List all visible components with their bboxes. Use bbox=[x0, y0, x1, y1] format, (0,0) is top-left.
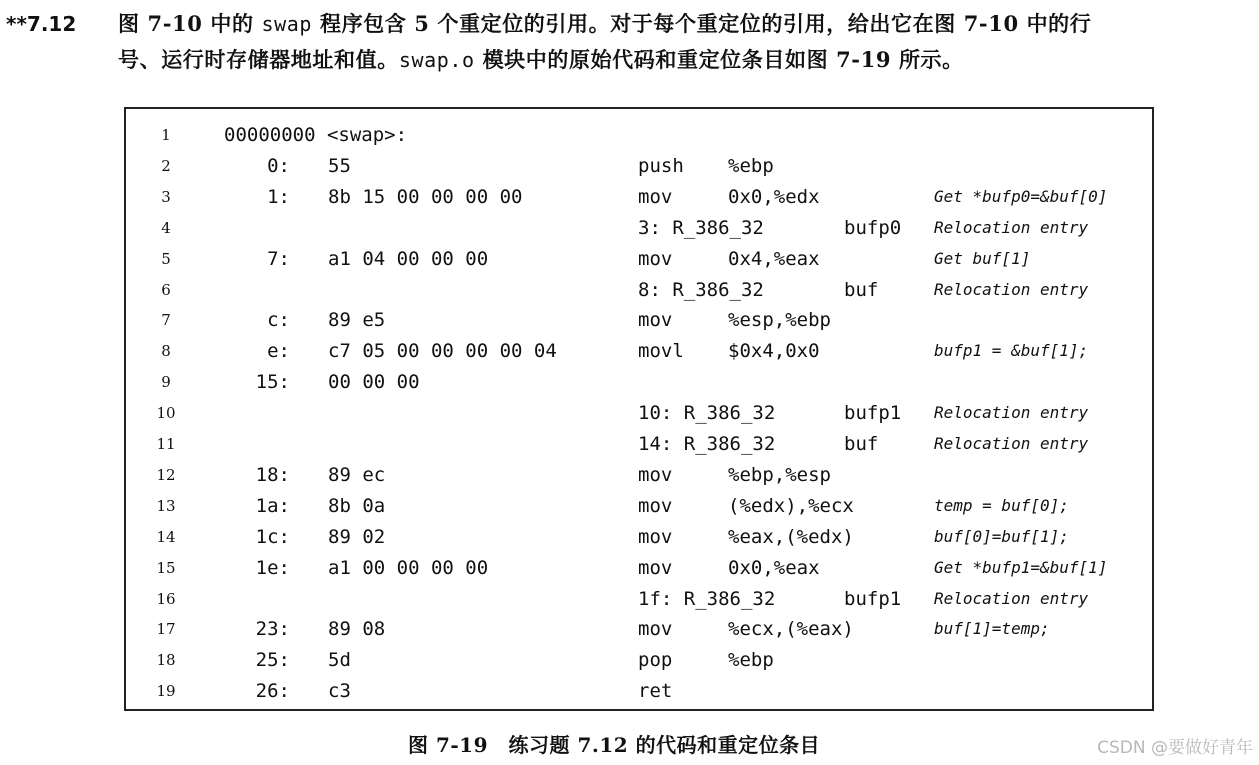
machine-bytes: a1 00 00 00 00 bbox=[328, 556, 489, 579]
opcode: mov bbox=[638, 463, 673, 486]
code-line bbox=[126, 491, 1152, 521]
operands: %ebp,%esp bbox=[728, 463, 831, 486]
address: 1: bbox=[267, 185, 290, 208]
comment: Get buf[1] bbox=[934, 248, 1031, 268]
problem-text-line-2 bbox=[118, 42, 964, 78]
relocation-symbol: bufp1 bbox=[844, 402, 902, 425]
code-line bbox=[126, 336, 1152, 366]
operands: %ebp bbox=[728, 649, 774, 672]
machine-bytes: 8b 0a bbox=[328, 494, 386, 517]
line-number: 14 bbox=[156, 527, 176, 546]
machine-bytes: 55 bbox=[328, 154, 351, 177]
problem-text: 程序包含 5 个重定位的引用。对于每个重定位的引用，给出它在图 7-10 中的行 bbox=[312, 11, 1092, 36]
address: 18: bbox=[255, 463, 290, 486]
relocation-entry: 8: R_386_32 bbox=[638, 278, 764, 301]
line-number: 4 bbox=[161, 218, 171, 237]
code-line bbox=[126, 275, 1152, 305]
line-number: 5 bbox=[161, 249, 171, 268]
figure-caption: 图 7-19 练习题 7.12 的代码和重定位条目 bbox=[408, 733, 821, 757]
opcode: mov bbox=[638, 185, 673, 208]
line-number: 10 bbox=[156, 404, 176, 423]
code-line bbox=[126, 367, 1152, 397]
opcode: push bbox=[638, 154, 684, 177]
line-number: 16 bbox=[156, 589, 176, 608]
machine-bytes: a1 04 00 00 00 bbox=[328, 247, 489, 270]
line-number: 13 bbox=[156, 496, 176, 515]
code-line bbox=[126, 305, 1152, 335]
code-line bbox=[126, 584, 1152, 614]
address: 7: bbox=[267, 247, 290, 270]
operands: %ebp bbox=[728, 154, 774, 177]
code-line bbox=[126, 213, 1152, 243]
line-number: 9 bbox=[161, 373, 171, 392]
operands: 0x0,%edx bbox=[728, 185, 820, 208]
comment: Relocation entry bbox=[934, 403, 1089, 423]
relocation-symbol: bufp0 bbox=[844, 216, 902, 239]
line-number: 12 bbox=[156, 465, 176, 484]
address: 23: bbox=[255, 618, 290, 641]
comment: Get *bufp1=&buf[1] bbox=[934, 557, 1108, 577]
opcode: mov bbox=[638, 309, 673, 332]
comment: Relocation entry bbox=[934, 217, 1089, 237]
address: 26: bbox=[255, 680, 290, 703]
machine-bytes: 89 e5 bbox=[328, 309, 386, 332]
line-number: 7 bbox=[161, 311, 171, 330]
code-line bbox=[126, 460, 1152, 490]
machine-bytes: 5d bbox=[328, 649, 351, 672]
problem-text-line-1 bbox=[118, 6, 1091, 42]
relocation-symbol: buf bbox=[844, 433, 879, 455]
comment: Get *bufp0=&buf[0] bbox=[934, 186, 1108, 206]
code-line bbox=[126, 553, 1152, 583]
code-line bbox=[126, 151, 1152, 181]
line-number: 2 bbox=[161, 156, 171, 175]
opcode: pop bbox=[638, 649, 673, 672]
opcode: mov bbox=[638, 494, 673, 517]
operands: %ecx,(%eax) bbox=[728, 618, 854, 641]
opcode: ret bbox=[638, 680, 673, 703]
comment: temp = buf[0]; bbox=[934, 495, 1069, 515]
problem-text: 图 7-10 中的 bbox=[118, 11, 262, 36]
operands: 0x0,%eax bbox=[728, 556, 820, 579]
line-number: 6 bbox=[161, 280, 171, 299]
relocation-entry: 3: R_386_32 bbox=[638, 216, 764, 239]
relocation-symbol: buf bbox=[844, 278, 879, 301]
line-number: 17 bbox=[156, 620, 176, 639]
opcode: mov bbox=[638, 247, 673, 270]
code-line bbox=[126, 182, 1152, 212]
code-line bbox=[126, 120, 1152, 150]
relocation-entry: 1f: R_386_32 bbox=[638, 587, 776, 610]
address: 1e: bbox=[255, 556, 290, 579]
relocation-symbol: bufp1 bbox=[844, 587, 902, 610]
relocation-entry: 14: R_386_32 bbox=[638, 433, 776, 455]
opcode: movl bbox=[638, 340, 684, 363]
address: 1a: bbox=[255, 494, 290, 517]
opcode: mov bbox=[638, 618, 673, 641]
inline-code: swap.o bbox=[398, 48, 475, 72]
address: 1c: bbox=[255, 525, 290, 548]
line-number: 11 bbox=[156, 435, 176, 453]
problem-text: 号、运行时存储器地址和值。 bbox=[118, 47, 399, 72]
line-number: 19 bbox=[156, 682, 176, 701]
code-listing-box bbox=[124, 107, 1154, 711]
comment: Relocation entry bbox=[934, 434, 1089, 453]
machine-bytes: 00 00 00 bbox=[328, 371, 420, 394]
machine-bytes: 8b 15 00 00 00 00 bbox=[328, 185, 523, 208]
line-number: 18 bbox=[156, 651, 176, 670]
code-line bbox=[126, 676, 1152, 706]
address: e: bbox=[267, 340, 290, 363]
operands: %eax,(%edx) bbox=[728, 525, 854, 548]
code-line bbox=[126, 244, 1152, 274]
inline-code: swap bbox=[261, 12, 313, 36]
problem-text: 模块中的原始代码和重定位条目如图 7-19 所示。 bbox=[474, 47, 964, 72]
operands: %esp,%ebp bbox=[728, 309, 831, 332]
address: 25: bbox=[255, 649, 290, 672]
code-line bbox=[126, 614, 1152, 644]
comment: Relocation entry bbox=[934, 588, 1089, 608]
problem-number: **7.12 bbox=[6, 12, 77, 36]
code-line bbox=[126, 429, 1152, 459]
symbol-label: 00000000 <swap>: bbox=[224, 124, 408, 146]
machine-bytes: c7 05 00 00 00 00 04 bbox=[328, 340, 557, 363]
operands: 0x4,%eax bbox=[728, 247, 820, 270]
line-number: 8 bbox=[161, 342, 171, 361]
comment: Relocation entry bbox=[934, 279, 1089, 299]
machine-bytes: 89 ec bbox=[328, 463, 386, 486]
address: 15: bbox=[255, 371, 290, 394]
operands: (%edx),%ecx bbox=[728, 494, 854, 517]
machine-bytes: 89 08 bbox=[328, 618, 386, 641]
relocation-entry: 10: R_386_32 bbox=[638, 402, 776, 425]
comment: bufp1 = &buf[1]; bbox=[934, 341, 1089, 361]
code-line bbox=[126, 398, 1152, 428]
machine-bytes: c3 bbox=[328, 680, 351, 703]
operands: $0x4,0x0 bbox=[728, 340, 820, 363]
watermark: CSDN @要做好青年 bbox=[1097, 738, 1253, 758]
line-number: 3 bbox=[161, 187, 171, 206]
address: c: bbox=[267, 309, 290, 332]
line-number: 15 bbox=[156, 558, 176, 577]
machine-bytes: 89 02 bbox=[328, 525, 386, 548]
comment: buf[1]=temp; bbox=[934, 619, 1050, 639]
opcode: mov bbox=[638, 525, 673, 548]
address: 0: bbox=[267, 154, 290, 177]
code-line bbox=[126, 645, 1152, 675]
code-line bbox=[126, 522, 1152, 552]
line-number: 1 bbox=[161, 126, 171, 144]
comment: buf[0]=buf[1]; bbox=[934, 526, 1069, 546]
opcode: mov bbox=[638, 556, 673, 579]
